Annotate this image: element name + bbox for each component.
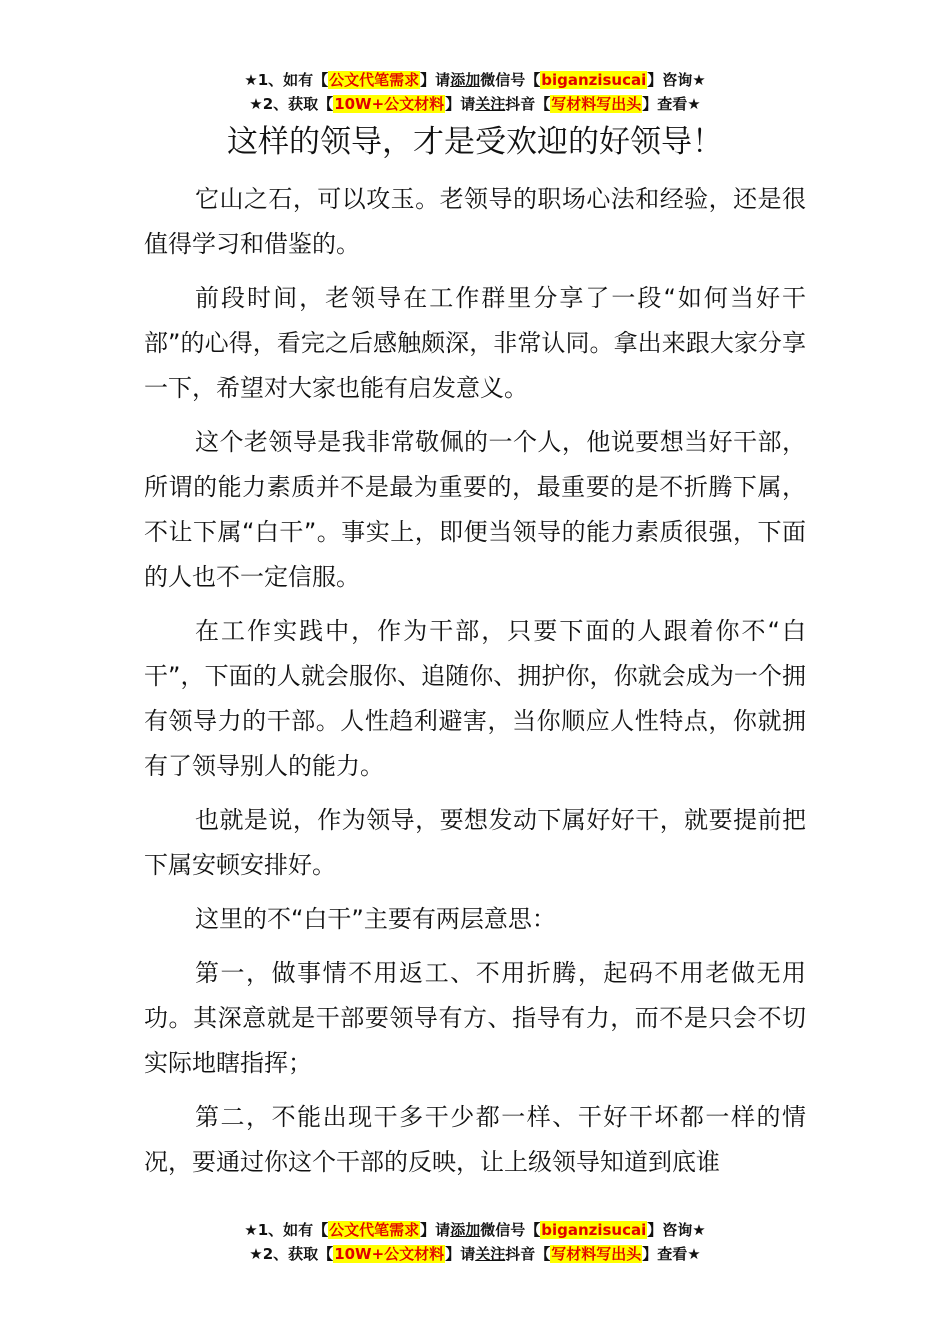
promo-highlight: 公文代笔需求 xyxy=(329,1221,420,1239)
paragraph: 第二，不能出现干多干少都一样、干好干坏都一样的情况，要通过你这个干部的反映，让上级领导知道到底谁 xyxy=(144,1103,806,1176)
promo-text: ★1、如有【 xyxy=(244,71,329,89)
promo-highlight: 公文代笔需求 xyxy=(329,71,420,89)
promo-text: 】请 xyxy=(445,1245,476,1263)
promo-text: 抖音【 xyxy=(505,1245,551,1263)
paragraph: 第一，做事情不用返工、不用折腾，起码不用老做无用功。其深意就是干部要领导有方、指导有力，而不是只会不切实际地瞎指挥； xyxy=(144,959,806,1077)
article-body xyxy=(144,177,806,1194)
promo-underlined: 关注 xyxy=(475,1245,506,1263)
promo-text: 抖音【 xyxy=(505,95,551,113)
promo-text: 微信号【 xyxy=(480,71,541,89)
promo-highlight-wechat-id: biganzisucai xyxy=(541,71,647,89)
paragraph: 这里的不“白干”主要有两层意思： xyxy=(195,905,556,933)
promo-text: 】咨询★ xyxy=(647,71,706,89)
promo-underlined: 添加 xyxy=(450,71,481,89)
paragraph: 在工作实践中，作为干部，只要下面的人跟着你不“白干”，下面的人就会服你、追随你、拥护你，你就会成为一个拥有领导力的干部。人性趋利避害，当你顺应人性特点，你就拥有了领导别人的能力。 xyxy=(144,617,806,780)
footer-promo-banner xyxy=(0,1218,950,1266)
promo-highlight-douyin-id: 写材料写出头 xyxy=(551,95,642,113)
promo-underlined: 添加 xyxy=(450,1221,481,1239)
paragraph: 这个老领导是我非常敬佩的一个人，他说要想当好干部，所谓的能力素质并不是最为重要的，最重要的是不折腾下属，不让下属“白干”。事实上，即便当领导的能力素质很强，下面的人也不一定信服。 xyxy=(144,428,806,591)
promo-text: ★1、如有【 xyxy=(244,1221,329,1239)
promo-highlight: 10W+公文材料 xyxy=(334,1245,445,1263)
promo-text: 微信号【 xyxy=(480,1221,541,1239)
header-promo-banner xyxy=(0,68,950,116)
paragraph: 也就是说，作为领导，要想发动下属好好干，就要提前把下属安顿安排好。 xyxy=(144,806,806,879)
promo-underlined: 关注 xyxy=(475,95,506,113)
article-title: 这样的领导，才是受欢迎的好领导！ xyxy=(227,124,723,160)
promo-text: 】请 xyxy=(445,95,476,113)
promo-text: 】请 xyxy=(420,1221,451,1239)
promo-text: 】查看★ xyxy=(642,95,701,113)
promo-text: 】咨询★ xyxy=(647,1221,706,1239)
promo-line-1 xyxy=(0,68,950,92)
promo-line-2 xyxy=(0,92,950,116)
paragraph: 前段时间，老领导在工作群里分享了一段“如何当好干部”的心得，看完之后感触颇深，非常认同。拿出来跟大家分享一下，希望对大家也能有启发意义。 xyxy=(144,284,806,402)
promo-line-2 xyxy=(0,1242,950,1266)
promo-text: 】请 xyxy=(420,71,451,89)
promo-line-1 xyxy=(0,1218,950,1242)
promo-text: 】查看★ xyxy=(642,1245,701,1263)
promo-highlight-wechat-id: biganzisucai xyxy=(541,1221,647,1239)
promo-text: ★2、获取【 xyxy=(249,1245,334,1263)
promo-text: ★2、获取【 xyxy=(249,95,334,113)
promo-highlight: 10W+公文材料 xyxy=(334,95,445,113)
paragraph: 它山之石，可以攻玉。老领导的职场心法和经验，还是很值得学习和借鉴的。 xyxy=(144,185,806,258)
promo-highlight-douyin-id: 写材料写出头 xyxy=(551,1245,642,1263)
